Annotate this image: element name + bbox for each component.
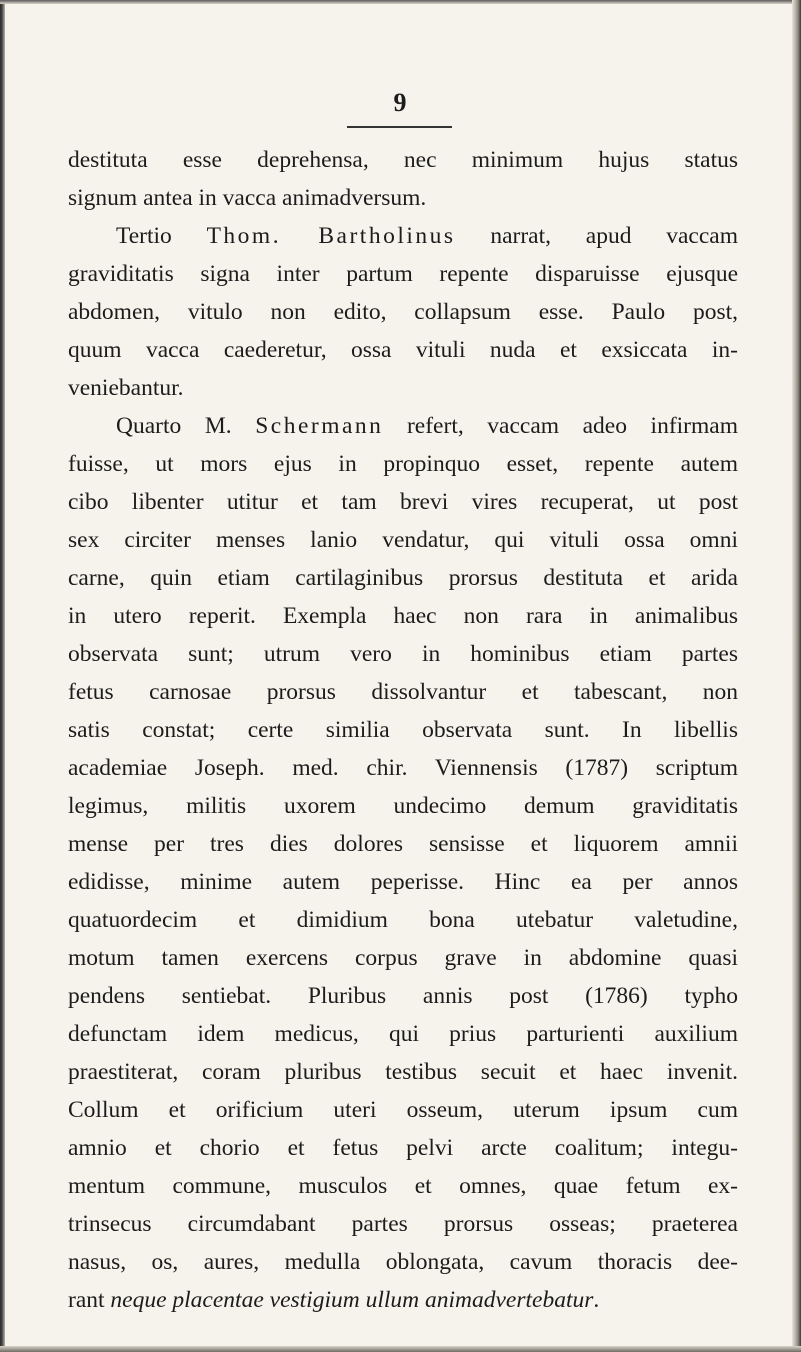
line-text: defunctam idem medicus, qui prius parturienti auxilium	[68, 1021, 738, 1047]
text-line	[68, 1129, 738, 1167]
line-text: fuisse, ut mors ejus in propinquo esset, repente autem	[68, 451, 738, 477]
line-text: satis constat; certe similia observata sunt. In libellis	[68, 717, 738, 743]
text-line	[68, 1281, 738, 1319]
line-text: refert, vaccam adeo infirmam	[383, 413, 738, 439]
text-line	[68, 939, 738, 977]
text-line	[68, 179, 738, 217]
text-line	[68, 977, 738, 1015]
line-text: mentum commune, musculos et omnes, quae fetum ex-	[68, 1173, 738, 1199]
text-line	[68, 597, 738, 635]
text-line	[116, 217, 738, 255]
text-line	[68, 787, 738, 825]
text-line	[68, 825, 738, 863]
text-line	[68, 141, 738, 179]
line-text: Collum et orificium uteri osseum, uterum ipsum cum	[68, 1097, 738, 1123]
text-line	[68, 901, 738, 939]
line-text: abdomen, vitulo non edito, collapsum esse. Paulo post,	[68, 299, 738, 325]
line-text: narrat, apud vaccam	[455, 223, 739, 249]
text-line	[68, 1243, 738, 1281]
line-text: in utero reperit. Exempla haec non rara in animalibus	[68, 603, 738, 629]
text-line	[68, 1015, 738, 1053]
line-text: praestiterat, coram pluribus testibus secuit et haec invenit.	[68, 1059, 738, 1085]
text-line	[68, 1053, 738, 1091]
text-line	[68, 711, 738, 749]
line-text: edidisse, minime autem peperisse. Hinc ea per annos	[68, 869, 738, 895]
text-line	[68, 1167, 738, 1205]
line-text: mense per tres dies dolores sensisse et liquorem amnii	[68, 831, 738, 857]
author-name: Schermann	[255, 413, 384, 439]
text-line	[68, 369, 738, 407]
line-text: motum tamen exercens corpus grave in abdomine quasi	[68, 945, 738, 971]
text-line	[68, 521, 738, 559]
line-text: observata sunt; utrum vero in hominibus etiam partes	[68, 641, 738, 667]
line-text: quum vacca caederetur, ossa vituli nuda et exsiccata in-	[68, 337, 738, 363]
line-text: graviditatis signa inter partum repente disparuisse ejusque	[68, 261, 738, 287]
line-text: signum antea in vacca animadversum.	[68, 185, 427, 211]
text-line	[68, 673, 738, 711]
line-text: Quarto M.	[116, 413, 256, 439]
line-text: quatuordecim et dimidium bona utebatur valetudine,	[68, 907, 738, 933]
line-text: amnio et chorio et fetus pelvi arcte coalitum; integu-	[68, 1135, 738, 1161]
text-line	[68, 749, 738, 787]
page-number-rule	[347, 126, 452, 128]
line-text: fetus carnosae prorsus dissolvantur et tabescant, non	[68, 679, 738, 705]
italic-phrase: neque placentae vestigium ullum animadvertebatur	[110, 1287, 594, 1313]
text-line	[68, 1091, 738, 1129]
line-text: Tertio	[116, 223, 207, 249]
text-line	[68, 293, 738, 331]
line-text: cibo libenter utitur et tam brevi vires recuperat, ut post	[68, 489, 738, 515]
line-text: veniebantur.	[68, 375, 184, 401]
line-text: destituta esse deprehensa, nec minimum hujus status	[68, 147, 738, 173]
text-line	[68, 1205, 738, 1243]
line-text: trinsecus circumdabant partes prorsus osseas; praeterea	[68, 1211, 738, 1237]
line-text: .	[593, 1287, 600, 1313]
text-line	[68, 559, 738, 597]
page-top-edge	[0, 0, 801, 4]
text-line	[68, 445, 738, 483]
line-text: legimus, militis uxorem undecimo demum graviditatis	[68, 793, 738, 819]
text-line	[68, 635, 738, 673]
page-right-edge	[792, 0, 801, 1352]
line-text: sex circiter menses lanio vendatur, qui vituli ossa omni	[68, 527, 738, 553]
text-line	[68, 863, 738, 901]
text-line	[68, 255, 738, 293]
author-name: Thom. Bartholinus	[206, 223, 456, 249]
page-bottom-edge	[0, 1346, 801, 1352]
line-text: nasus, os, aures, medulla oblongata, cavum thoracis dee-	[68, 1249, 738, 1275]
line-text: rant	[68, 1287, 111, 1313]
page-left-edge	[0, 0, 5, 1352]
line-text: carne, quin etiam cartilaginibus prorsus destituta et arida	[68, 565, 738, 591]
text-line	[68, 483, 738, 521]
line-text: academiae Joseph. med. chir. Viennensis (1787) scriptum	[68, 755, 738, 781]
page-number: 9	[393, 88, 407, 117]
line-text: pendens sentiebat. Pluribus annis post (1786) typho	[68, 983, 738, 1009]
text-line	[68, 331, 738, 369]
text-line	[116, 407, 738, 445]
